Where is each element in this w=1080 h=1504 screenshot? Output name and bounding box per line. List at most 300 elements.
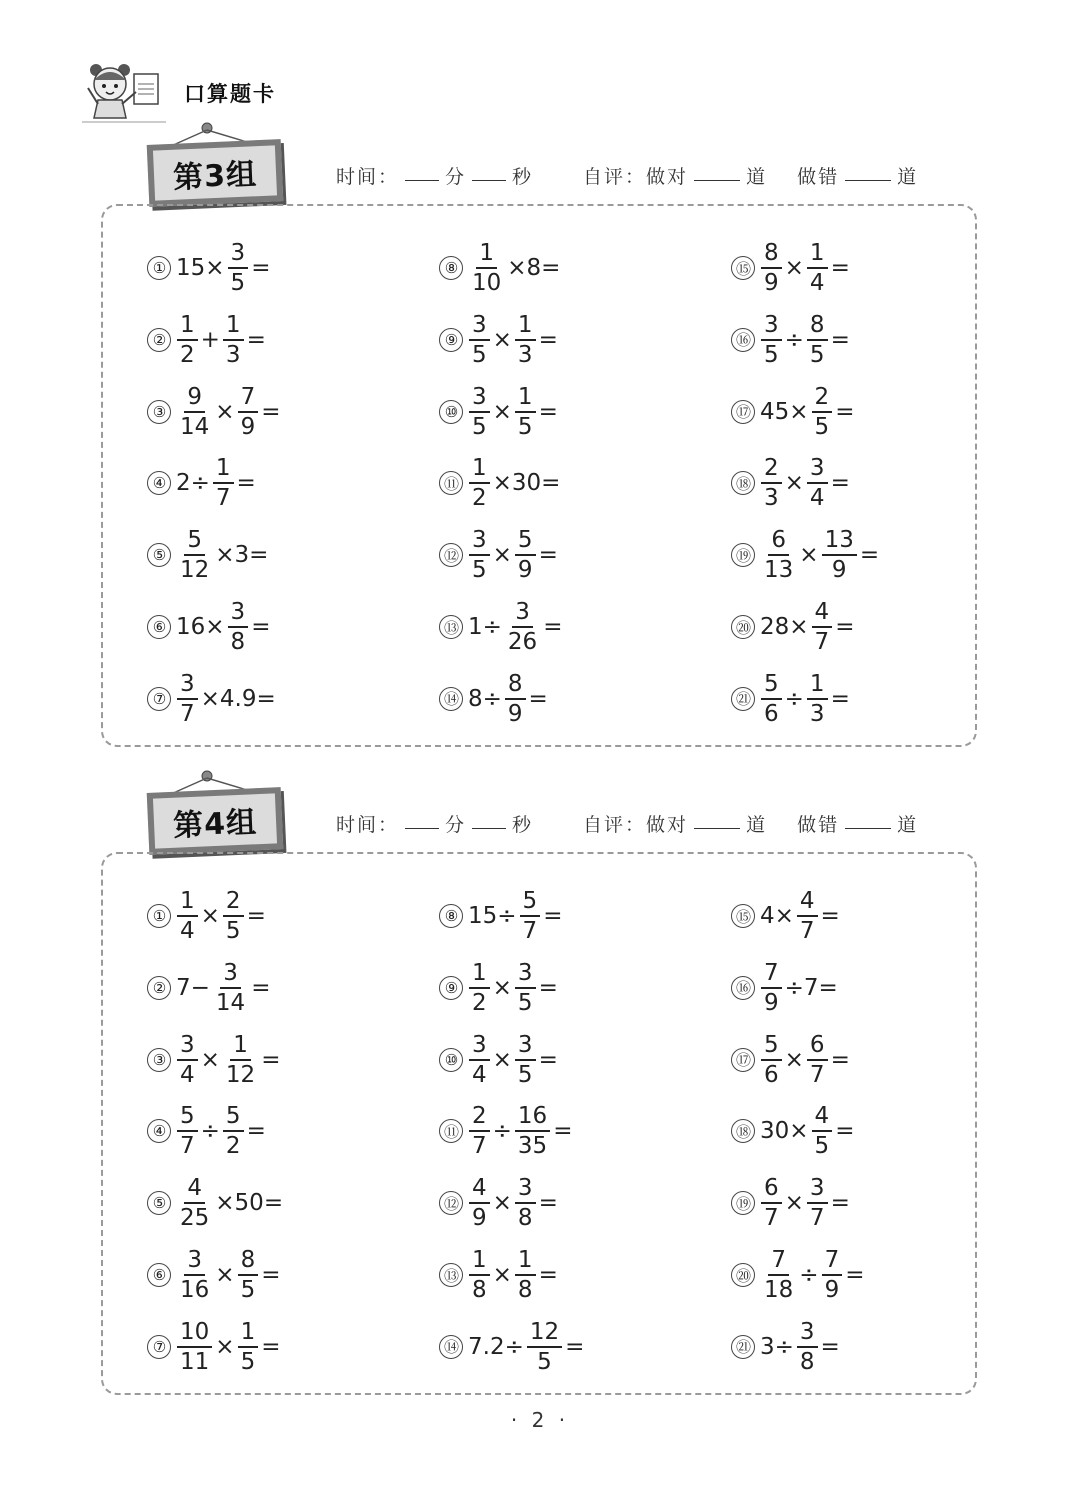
- problem-item: [439, 451, 561, 515]
- operator-text: =: [538, 974, 558, 1001]
- seconds-blank[interactable]: [472, 179, 506, 181]
- denominator: 9: [824, 1277, 840, 1303]
- fraction: [238, 383, 259, 441]
- fraction: [177, 1102, 198, 1160]
- operator-text: =: [261, 1046, 281, 1073]
- problem-number: ①: [147, 904, 171, 928]
- problem-number: ⑮: [731, 256, 755, 280]
- operator-text: 7−: [176, 974, 210, 1001]
- fraction: [515, 1246, 536, 1304]
- operator-text: =: [538, 398, 558, 425]
- denominator: 3: [517, 341, 533, 368]
- numerator: 3: [177, 1031, 198, 1061]
- numerator: 16: [515, 1102, 550, 1132]
- problem-number: ⑬: [439, 1263, 463, 1287]
- fraction: [223, 887, 244, 945]
- denominator: 3: [225, 341, 241, 368]
- fraction: [812, 1102, 833, 1160]
- fraction: [761, 239, 782, 297]
- minutes-blank[interactable]: [405, 827, 439, 829]
- operator-text: =: [538, 542, 558, 569]
- problem-number: ⑦: [147, 1335, 171, 1359]
- minutes-blank[interactable]: [405, 179, 439, 181]
- fraction: [177, 311, 198, 369]
- fraction: [223, 1031, 258, 1089]
- numerator: 5: [177, 1102, 198, 1132]
- numerator: 1: [476, 239, 497, 269]
- problem-number: ③: [147, 400, 171, 424]
- numerator: 6: [807, 1031, 828, 1061]
- problem-item: [439, 1028, 559, 1092]
- operator-text: =: [528, 685, 548, 712]
- time-label: 时间：: [336, 814, 400, 836]
- header-title: 口算题卡: [184, 82, 276, 106]
- problem-number: ⑤: [147, 1191, 171, 1215]
- operator-text: =: [236, 470, 256, 497]
- denominator: 3: [809, 700, 825, 727]
- denominator: 5: [764, 341, 779, 368]
- operator-text: ÷: [799, 1262, 819, 1288]
- operator-text: ×50=: [215, 1190, 284, 1217]
- numerator: 3: [807, 1174, 828, 1204]
- problem-number: ⑤: [147, 543, 171, 567]
- eval-label: 自评：做对: [583, 814, 689, 836]
- problem-item: [731, 884, 841, 948]
- numerator: 1: [213, 454, 234, 484]
- denominator: 5: [517, 1061, 533, 1088]
- operator-text: =: [820, 1333, 840, 1360]
- fraction: [812, 383, 833, 441]
- operator-text: =: [543, 614, 563, 640]
- problem-box: [101, 852, 977, 1395]
- problem-item: [731, 667, 851, 731]
- fraction: [213, 454, 234, 512]
- fraction: [469, 311, 490, 369]
- operator-text: ×: [492, 326, 512, 353]
- wrong-label: 做错: [797, 814, 840, 836]
- numerator: 1: [515, 383, 536, 413]
- fraction: [469, 454, 490, 512]
- operator-text: ×: [784, 1190, 804, 1217]
- operator-text: ×30=: [492, 470, 561, 497]
- problem-number: ②: [147, 976, 171, 1000]
- operator-text: =: [859, 542, 880, 569]
- numerator: 3: [807, 454, 828, 484]
- problem-item: [439, 1243, 559, 1307]
- problem-number: ⑱: [731, 471, 755, 495]
- fraction: [797, 887, 818, 945]
- fraction: [238, 1318, 259, 1376]
- denominator: 12: [180, 557, 210, 584]
- denominator: 3: [764, 485, 779, 512]
- problem-item: [439, 884, 563, 948]
- numerator: 3: [177, 670, 198, 700]
- denominator: 10: [472, 270, 502, 296]
- page-header: [82, 58, 276, 128]
- problem-item: [731, 1099, 855, 1163]
- operator-text: ×8=: [507, 255, 561, 281]
- problem-item: [439, 1315, 585, 1379]
- problem-item: [439, 236, 561, 300]
- group-meta: [336, 162, 918, 189]
- problem-number: ⑮: [731, 904, 755, 928]
- problem-item: [731, 308, 851, 372]
- fraction: [761, 1174, 782, 1232]
- fraction: [177, 1318, 212, 1376]
- operator-text: =: [830, 1190, 850, 1217]
- numerator: 12: [527, 1318, 562, 1348]
- problem-number: ⑧: [439, 256, 463, 280]
- operator-text: =: [820, 903, 840, 929]
- problem-number: ⑳: [731, 615, 755, 639]
- denominator: 2: [472, 989, 487, 1016]
- fraction: [177, 1174, 212, 1232]
- problem-item: [731, 1243, 865, 1307]
- problem-item: [439, 667, 549, 731]
- denominator: 7: [180, 1133, 195, 1160]
- operator-text: =: [830, 470, 850, 497]
- problem-item: [731, 956, 839, 1020]
- operator-text: ×: [784, 470, 804, 497]
- problem-number: ⑭: [439, 687, 463, 711]
- fraction: [797, 1318, 818, 1376]
- operator-text: =: [830, 326, 850, 353]
- numerator: 1: [515, 311, 536, 341]
- problem-number: ⑥: [147, 1263, 171, 1287]
- problem-number: ⑲: [731, 543, 755, 567]
- problem-item: [147, 595, 271, 659]
- numerator: 1: [223, 311, 244, 341]
- problem-number: ①: [147, 256, 171, 280]
- wrong-blank[interactable]: [845, 179, 891, 181]
- numerator: 3: [515, 1031, 536, 1061]
- operator-text: ×: [492, 398, 512, 425]
- numerator: 2: [223, 887, 244, 917]
- operator-text: 3÷: [760, 1333, 794, 1360]
- operator-text: =: [835, 614, 855, 640]
- problem-item: [439, 380, 559, 444]
- numerator: 4: [812, 598, 833, 628]
- operator-text: =: [251, 614, 271, 640]
- numerator: 4: [812, 1102, 833, 1132]
- fraction: [761, 1246, 796, 1304]
- problem-number: ⑫: [439, 543, 463, 567]
- numerator: 4: [184, 1174, 205, 1204]
- operator-text: ×: [492, 1190, 512, 1217]
- numerator: 3: [228, 239, 249, 269]
- numerator: 3: [515, 959, 536, 989]
- fraction: [515, 1102, 550, 1160]
- denominator: 5: [225, 918, 241, 944]
- operator-text: 2÷: [176, 470, 210, 497]
- wrong-blank[interactable]: [845, 827, 891, 829]
- fraction: [228, 598, 249, 656]
- fraction: [469, 1174, 490, 1232]
- denominator: 35: [517, 1133, 548, 1160]
- operator-text: ×: [492, 974, 512, 1001]
- denominator: 8: [799, 1348, 815, 1375]
- problem-item: [439, 523, 559, 587]
- numerator: 9: [184, 383, 205, 413]
- operator-text: ÷: [784, 326, 804, 353]
- problem-number: ③: [147, 1048, 171, 1072]
- fraction: [177, 526, 212, 584]
- numerator: 7: [238, 383, 259, 413]
- numerator: 8: [807, 311, 828, 341]
- problem-item: [439, 956, 559, 1020]
- numerator: 3: [469, 526, 490, 556]
- fraction: [469, 1246, 490, 1304]
- operator-text: ×: [784, 1046, 804, 1073]
- numerator: 1: [807, 670, 828, 700]
- correct-blank[interactable]: [694, 179, 740, 181]
- denominator: 5: [809, 341, 825, 368]
- correct-blank[interactable]: [694, 827, 740, 829]
- numerator: 4: [469, 1174, 490, 1204]
- problem-number: ⑱: [731, 1119, 755, 1143]
- numerator: 6: [761, 1174, 782, 1204]
- minutes-label: 分: [445, 814, 467, 836]
- denominator: 5: [240, 1348, 256, 1375]
- denominator: 9: [764, 270, 779, 296]
- numerator: 3: [797, 1318, 818, 1348]
- numerator: 1: [515, 1246, 536, 1276]
- denominator: 7: [472, 1133, 487, 1160]
- denominator: 25: [180, 1205, 210, 1232]
- operator-text: 15÷: [468, 903, 517, 929]
- fraction: [469, 1031, 490, 1089]
- operator-text: =: [830, 255, 850, 281]
- operator-text: =: [246, 1118, 266, 1145]
- fraction: [469, 526, 490, 584]
- fraction: [228, 239, 249, 297]
- problem-item: [731, 236, 851, 300]
- problem-item: [439, 1171, 559, 1235]
- numerator: 1: [469, 959, 490, 989]
- denominator: 7: [215, 485, 231, 512]
- denominator: 8: [517, 1205, 533, 1232]
- problem-number: ⑫: [439, 1191, 463, 1215]
- denominator: 9: [507, 700, 523, 727]
- fraction: [177, 1246, 212, 1304]
- numerator: 8: [238, 1246, 259, 1276]
- numerator: 4: [797, 887, 818, 917]
- denominator: 4: [809, 485, 825, 512]
- operator-text: 4×: [760, 903, 794, 929]
- problem-item: [147, 236, 271, 300]
- problem-item: [731, 595, 855, 659]
- numerator: 3: [515, 1174, 536, 1204]
- numerator: 1: [469, 1246, 490, 1276]
- time-label: 时间：: [336, 166, 400, 188]
- fraction: [469, 959, 490, 1017]
- numerator: 3: [761, 311, 782, 341]
- problem-number: ⑧: [439, 904, 463, 928]
- denominator: 7: [809, 1205, 825, 1232]
- numerator: 2: [812, 383, 833, 413]
- operator-text: ×4.9=: [200, 685, 276, 712]
- fraction: [761, 1031, 782, 1089]
- numerator: 8: [761, 239, 782, 269]
- problem-number: ④: [147, 1119, 171, 1143]
- numerator: 1: [807, 239, 828, 269]
- operator-text: ÷7=: [784, 974, 838, 1001]
- operator-text: 15×: [176, 255, 225, 281]
- fraction: [515, 959, 536, 1017]
- fraction: [177, 1031, 198, 1089]
- problem-number: ⑨: [439, 976, 463, 1000]
- operator-text: ×: [799, 542, 819, 569]
- group-title: 第4组: [172, 805, 258, 844]
- operator-text: 28×: [760, 614, 809, 640]
- operator-text: ×3=: [215, 542, 269, 569]
- fraction: [807, 1031, 828, 1089]
- denominator: 11: [180, 1348, 210, 1375]
- operator-text: ×: [215, 1262, 235, 1288]
- denominator: 12: [225, 1061, 256, 1088]
- fraction: [515, 526, 536, 584]
- denominator: 7: [799, 918, 815, 944]
- problem-number: ⑰: [731, 1048, 755, 1072]
- operator-text: =: [845, 1262, 865, 1288]
- operator-text: ÷: [200, 1118, 220, 1145]
- problem-number: ㉑: [731, 687, 755, 711]
- denominator: 5: [472, 413, 487, 440]
- fraction: [223, 1102, 244, 1160]
- operator-text: ×: [215, 398, 235, 425]
- denominator: 9: [831, 557, 847, 584]
- operator-text: ÷: [784, 685, 804, 712]
- group-title-sign: [147, 139, 284, 207]
- problem-item: [147, 667, 277, 731]
- problem-item: [731, 1315, 841, 1379]
- problem-number: ⑰: [731, 400, 755, 424]
- denominator: 8: [230, 629, 246, 655]
- fraction: [761, 670, 782, 728]
- denominator: 2: [472, 485, 487, 512]
- fraction: [807, 670, 828, 728]
- operator-text: =: [251, 255, 271, 281]
- problem-number: ⑩: [439, 1048, 463, 1072]
- operator-text: 7.2÷: [468, 1333, 524, 1360]
- denominator: 5: [814, 1133, 830, 1160]
- numerator: 2: [469, 1102, 490, 1132]
- operator-text: =: [830, 1046, 850, 1073]
- operator-text: 8÷: [468, 685, 502, 712]
- fraction: [761, 311, 782, 369]
- denominator: 13: [764, 557, 794, 584]
- numerator: 2: [761, 454, 782, 484]
- operator-text: =: [538, 326, 558, 353]
- numerator: 7: [761, 959, 782, 989]
- fraction: [505, 670, 526, 728]
- wrong-unit: 道: [897, 166, 919, 188]
- seconds-blank[interactable]: [472, 827, 506, 829]
- denominator: 9: [764, 989, 779, 1016]
- operator-text: ×: [492, 1046, 512, 1073]
- problem-number: ⑯: [731, 976, 755, 1000]
- denominator: 7: [814, 629, 830, 655]
- problem-item: [731, 380, 855, 444]
- numerator: 8: [505, 670, 526, 700]
- denominator: 18: [764, 1277, 794, 1303]
- numerator: 3: [469, 383, 490, 413]
- fraction: [822, 1246, 843, 1304]
- operator-text: =: [835, 398, 855, 425]
- denominator: 5: [230, 270, 246, 296]
- wrong-label: 做错: [797, 166, 840, 188]
- problem-number: ⑨: [439, 328, 463, 352]
- denominator: 2: [180, 341, 195, 368]
- fraction: [807, 239, 828, 297]
- denominator: 4: [180, 918, 195, 944]
- fraction: [807, 1174, 828, 1232]
- operator-text: =: [543, 903, 563, 929]
- fraction: [469, 383, 490, 441]
- fraction: [761, 526, 796, 584]
- problem-item: [731, 1028, 851, 1092]
- denominator: 7: [809, 1061, 825, 1088]
- operator-text: ×: [215, 1333, 235, 1360]
- minutes-label: 分: [445, 166, 467, 188]
- seconds-label: 秒: [512, 166, 534, 188]
- numerator: 3: [220, 959, 241, 989]
- girl-mascot-icon: [82, 60, 166, 126]
- operator-text: ×: [200, 1046, 220, 1073]
- problem-item: [147, 956, 271, 1020]
- operator-text: =: [246, 326, 266, 353]
- problem-item: [147, 523, 269, 587]
- problem-number: ⑲: [731, 1191, 755, 1215]
- numerator: 3: [228, 598, 249, 628]
- fraction: [469, 1102, 490, 1160]
- problem-item: [147, 1243, 281, 1307]
- problem-number: ⑳: [731, 1263, 755, 1287]
- eval-label: 自评：做对: [583, 166, 689, 188]
- denominator: 4: [180, 1061, 195, 1088]
- numerator: 7: [822, 1246, 843, 1276]
- fraction: [223, 311, 244, 369]
- numerator: 13: [822, 526, 857, 556]
- numerator: 5: [520, 887, 541, 917]
- denominator: 16: [180, 1277, 210, 1303]
- denominator: 7: [180, 700, 195, 727]
- numerator: 1: [469, 454, 490, 484]
- problem-number: ⑪: [439, 1119, 463, 1143]
- operator-text: ×: [492, 1262, 512, 1288]
- numerator: 3: [469, 1031, 490, 1061]
- denominator: 9: [240, 413, 256, 440]
- denominator: 5: [537, 1348, 552, 1375]
- problem-number: ⑩: [439, 400, 463, 424]
- group-title: 第3组: [172, 157, 258, 196]
- denominator: 4: [472, 1061, 487, 1088]
- problem-number: ②: [147, 328, 171, 352]
- fraction: [807, 454, 828, 512]
- fraction: [213, 959, 248, 1017]
- denominator: 4: [809, 270, 825, 296]
- denominator: 9: [517, 557, 533, 584]
- problem-item: [731, 1171, 851, 1235]
- page-number: · 2 ·: [510, 1408, 570, 1432]
- denominator: 5: [517, 989, 533, 1016]
- fraction: [515, 383, 536, 441]
- problem-item: [147, 1099, 267, 1163]
- operator-text: =: [261, 398, 281, 425]
- problem-item: [731, 523, 880, 587]
- denominator: 14: [180, 413, 210, 440]
- numerator: 1: [238, 1318, 259, 1348]
